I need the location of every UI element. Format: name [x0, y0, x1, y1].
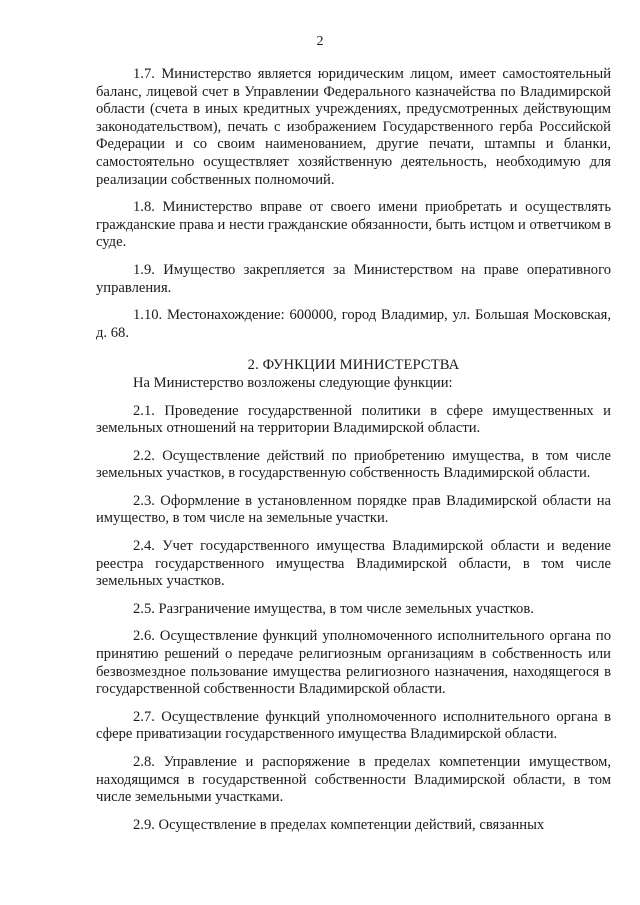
paragraph-2-9: 2.9. Осуществление в пределах компетенции действий, связанных: [133, 816, 545, 833]
paragraph-1-10: 1.10. Местонахождение: 600000, город Владимир, ул. Большая Московская, д. 68.: [96, 307, 611, 341]
paragraph-2-6: 2.6. Осуществление функций уполномоченного исполнительного органа по принятию решений о передаче религиозным организациям в собственность или безвозмездное пользование имущества религиозного назначения, находящегося в государственной собственности Владимирской области.: [96, 628, 611, 698]
page-content: [96, 66, 611, 834]
paragraph-2-5: 2.5. Разграничение имущества, в том числе земельных участков.: [133, 600, 534, 617]
section-2-title: 2. ФУНКЦИИ МИНИСТЕРСТВА: [247, 357, 460, 374]
paragraph-2-2: 2.2. Осуществление действий по приобретению имущества, в том числе земельных участков, в государственную собственность Владимирской области.: [96, 447, 611, 482]
paragraph-2-1: 2.1. Проведение государственной политики в сфере имущественных и земельных отношений на территории Владимирской области.: [96, 402, 611, 437]
paragraph-1-9: 1.9. Имущество закрепляется за Министерством на праве оперативного управления.: [96, 261, 611, 296]
paragraph-1-8: 1.8. Министерство вправе от своего имени приобретать и осуществлять гражданские права и нести гражданские обязанности, быть истцом и ответчиком в суде.: [96, 199, 611, 251]
paragraph-2-8: 2.8. Управление и распоряжение в пределах компетенции имуществом, находящимся в государственной собственности Владимирской области, в том числе земельными участками.: [96, 754, 611, 806]
paragraph-2-4: 2.4. Учет государственного имущества Владимирской области и ведение реестра государственного имущества Владимирской области, в том числе земельных участков.: [96, 538, 611, 590]
section-2-intro: На Министерство возложены следующие функции:: [133, 374, 453, 391]
paragraph-1-7: 1.7. Министерство является юридическим лицом, имеет самостоятельный баланс, лицевой счет в Управлении Федерального казначейства по Владимирской области (счета в иных кредитных учреждениях, предусмотренных действующим законодательством), печать с изображением Государственного герба Российской Федерации и со своим наименованием, другие печати, штампы и бланки, самостоятельно осуществляет хозяйственную деятельность, необходимую для реализации собственных полномочий.: [96, 66, 611, 188]
paragraph-2-3: 2.3. Оформление в установленном порядке прав Владимирской области на имущество, в том числе на земельные участки.: [96, 492, 611, 527]
paragraph-2-7: 2.7. Осуществление функций уполномоченного исполнительного органа в сфере приватизации государственного имущества Владимирской области.: [96, 708, 611, 743]
page-number: 2: [316, 34, 324, 49]
